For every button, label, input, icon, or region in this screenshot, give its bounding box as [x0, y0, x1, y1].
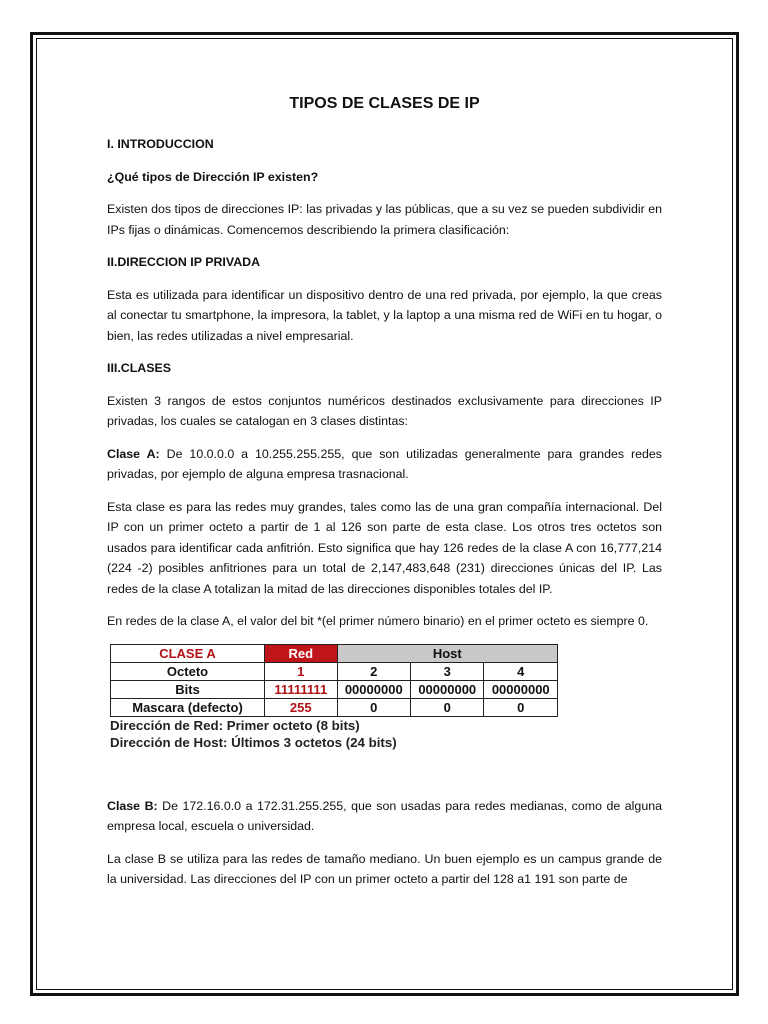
- class-a-range: De 10.0.0.0 a 10.255.255.255, que son utilizadas generalmente para grandes redes privadas, por ejemplo de alguna empresa trasnacional.: [107, 446, 663, 481]
- class-a-table: [110, 644, 558, 717]
- classes-paragraph: Existen 3 rangos de estos conjuntos numéricos destinados exclusivamente para direcciones IP privadas, los cuales se catalogan en 3 clases distintas:: [107, 393, 662, 428]
- class-b-label: Clase B:: [107, 798, 158, 813]
- document-title: TIPOS DE CLASES DE IP: [289, 95, 480, 112]
- table-header-row: [111, 644, 558, 662]
- table-cell: 0: [337, 698, 410, 716]
- class-a-paragraph: [107, 444, 662, 485]
- row-label: Bits: [111, 680, 265, 698]
- caption-red: Dirección de Red: Primer octeto (8 bits): [110, 717, 360, 733]
- section-heading-private: II.DIRECCION IP PRIVADA: [107, 255, 261, 269]
- row-label: Mascara (defecto): [111, 698, 265, 716]
- intro-paragraph: Existen dos tipos de direcciones IP: las privadas y las públicas, que a su vez se pueden subdividir en IPs fijas o dinámicas. Comencemos describiendo la primera clasificación:: [107, 202, 662, 237]
- table-cell: 4: [484, 662, 558, 680]
- table-row-bits: [111, 680, 558, 698]
- spacer: [107, 751, 662, 796]
- table-cell: 0: [411, 698, 484, 716]
- table-cell: 255: [265, 698, 337, 716]
- table-row-mascara: [111, 698, 558, 716]
- class-a-bit-paragraph: En redes de la clase A, el valor del bit *(el primer número binario) en el primer octeto es siempre 0.: [107, 614, 649, 628]
- class-b-paragraph: [107, 796, 662, 837]
- header-red: Red: [265, 644, 337, 662]
- table-cell: 3: [411, 662, 484, 680]
- row-label: Octeto: [111, 662, 265, 680]
- caption-host: Dirección de Host: Últimos 3 octetos (24 bits): [110, 734, 397, 750]
- table-cell: 0: [484, 698, 558, 716]
- class-b-detail-paragraph: La clase B se utiliza para las redes de tamaño mediano. Un buen ejemplo es un campus grande de la universidad. Las direcciones del IP con un primer octeto a partir del 128 a1 191 son parte de: [107, 851, 662, 886]
- table-cell: 00000000: [484, 680, 558, 698]
- table-row-octeto: [111, 662, 558, 680]
- private-paragraph: Esta es utilizada para identificar un dispositivo dentro de una red privada, por ejemplo, la que creas al conectar tu smartphone, la impresora, la tablet, y la laptop a una misma red de WiFi en tu hogar, o bien, las redes utilizadas a nivel empresarial.: [107, 287, 662, 343]
- section-heading-intro: I. INTRODUCCION: [107, 137, 214, 151]
- question-heading: ¿Qué tipos de Dirección IP existen?: [107, 169, 319, 184]
- class-b-range: De 172.16.0.0 a 172.31.255.255, que son usadas para redes medianas, como de alguna empresa local, escuela o universidad.: [107, 798, 662, 833]
- header-clase: CLASE A: [111, 644, 265, 662]
- table-cell: 00000000: [337, 680, 410, 698]
- class-a-detail-paragraph: Esta clase es para las redes muy grandes, tales como las de una gran compañía internacional. Del IP con un primer octeto a partir de 1 al 126 son parte de esta clase. Los otros tres octetos son usados para identificar cada anfitrión. Esto significa que hay 126 redes de la clase A con 16,777,214 (224 -2) posibles anfitriones para un total de 2,147,483,648 (231) direcciones únicas del IP. Las redes de la clase A totalizan la mitad de las direcciones disponibles totales del IP.: [107, 499, 662, 596]
- class-a-label: Clase A:: [107, 446, 160, 461]
- section-heading-classes: III.CLASES: [107, 361, 172, 375]
- table-cell: 00000000: [411, 680, 484, 698]
- table-cell: 1: [265, 662, 337, 680]
- class-a-figure: [110, 644, 558, 751]
- header-host: Host: [337, 644, 557, 662]
- document-body: [107, 92, 662, 902]
- table-cell: 2: [337, 662, 410, 680]
- table-cell: 11111111: [265, 680, 337, 698]
